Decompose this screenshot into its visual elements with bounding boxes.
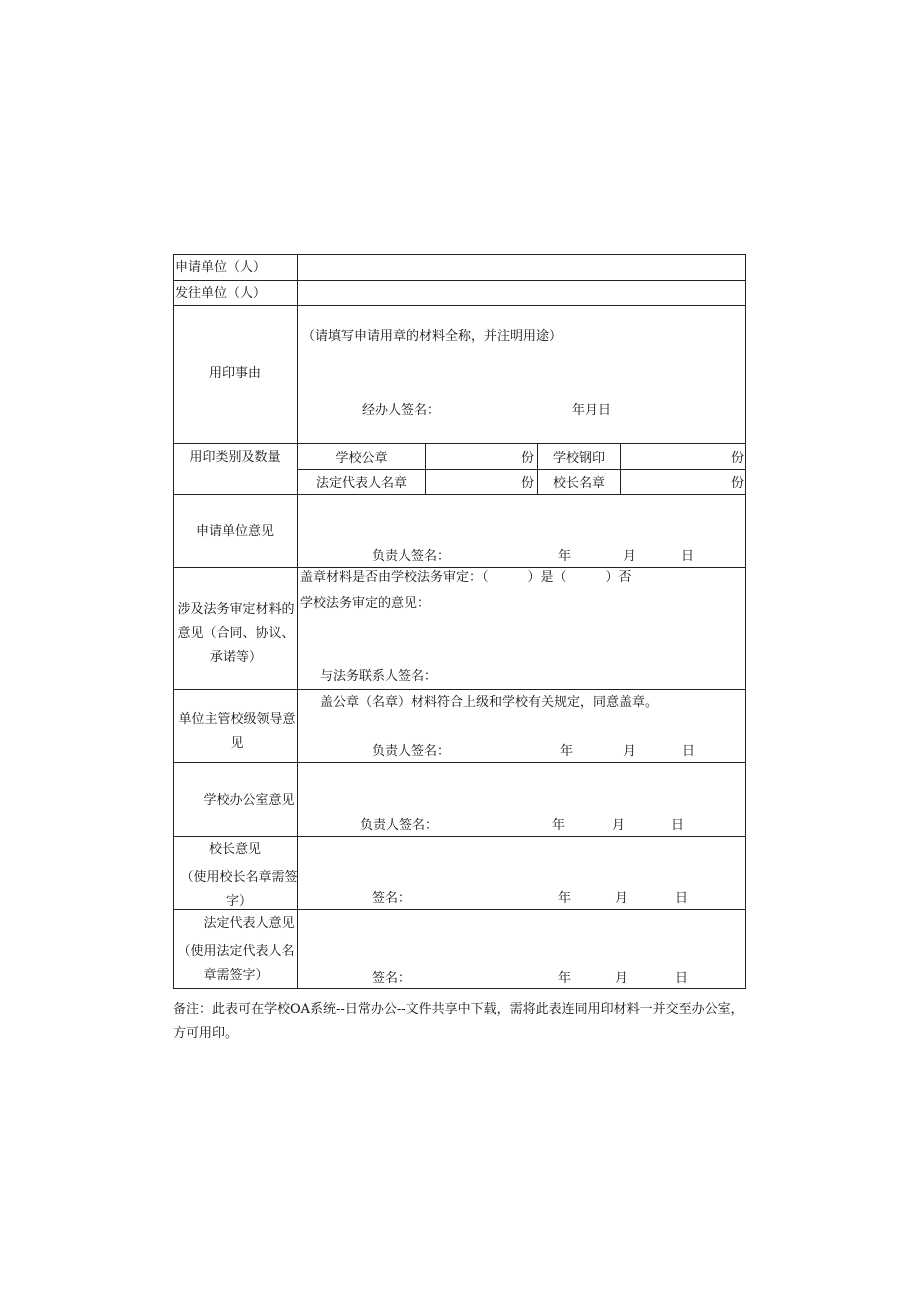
unit-opinion-day: 日 xyxy=(681,549,695,564)
reason-field[interactable] xyxy=(299,350,744,400)
office-day: 日 xyxy=(671,818,685,833)
leader-year: 年 xyxy=(560,744,574,759)
applicant-label: 申请单位（人） xyxy=(175,260,267,275)
seal-col-divider xyxy=(620,443,621,494)
legal-rep-day: 日 xyxy=(675,971,689,986)
handler-sign-label: 经办人签名： xyxy=(362,403,441,418)
president-sign-label: 签名： xyxy=(372,891,412,906)
president-opinion-note: （使用校长名章需签字） xyxy=(180,870,298,909)
office-opinion-label: 学校办公室意见 xyxy=(203,793,295,808)
president-year: 年 xyxy=(558,891,572,906)
reason-label: 用印事由 xyxy=(208,366,261,381)
president-seal-qty-unit: 份 xyxy=(731,476,745,491)
seal-type-label: 用印类别及数量 xyxy=(189,450,281,465)
row-divider xyxy=(173,280,746,281)
row-divider xyxy=(173,443,746,444)
school-seal-qty-unit: 份 xyxy=(521,451,535,466)
legal-review-opinion-label: 学校法务审定的意见： xyxy=(300,596,431,611)
reason-hint: （请填写申请用章的材料全称，并注明用途） xyxy=(302,329,563,344)
legal-rep-month: 月 xyxy=(615,971,629,986)
office-month: 月 xyxy=(612,818,626,833)
office-year: 年 xyxy=(552,818,566,833)
unit-opinion-sign-label: 负责人签名： xyxy=(372,549,451,564)
president-seal-label: 校长名章 xyxy=(552,476,605,491)
form-footnote: 备注：此表可在学校OA系统--日常办公--文件共享中下载，需将此表连同用印材料一并交至办公室，方可用印。 xyxy=(173,1002,744,1041)
president-day: 日 xyxy=(675,891,689,906)
legal-rep-opinion-note: （使用法定代表人名章需签字） xyxy=(177,944,295,983)
legal-contact-sign-label: 与法务联系人签名： xyxy=(320,669,438,684)
school-seal-label: 学校公章 xyxy=(335,451,388,466)
leader-statement: 盖公章（名章）材料符合上级和学校有关规定，同意盖章。 xyxy=(320,695,659,710)
unit-opinion-month: 月 xyxy=(623,549,637,564)
legal-rep-year: 年 xyxy=(558,971,572,986)
row-divider xyxy=(173,305,746,306)
unit-opinion-label: 申请单位意见 xyxy=(195,524,274,539)
legal-rep-opinion-label: 法定代表人意见 xyxy=(203,916,295,931)
row-divider xyxy=(173,494,746,495)
seal-col-divider xyxy=(425,443,426,494)
reason-date: 年月日 xyxy=(572,403,612,418)
legal-rep-seal-label: 法定代表人名章 xyxy=(315,476,407,491)
row-divider xyxy=(173,689,746,690)
leader-opinion-label: 单位主管校级领导意见 xyxy=(178,712,296,751)
destination-field[interactable] xyxy=(299,282,744,304)
legal-review-question: 盖章材料是否由学校法务审定：（ ）是（ ）否 xyxy=(300,570,632,585)
office-sign-label: 负责人签名： xyxy=(360,818,439,833)
legal-review-label: 涉及法务审定材料的意见（合同、协议、承诺等） xyxy=(177,602,295,665)
unit-opinion-year: 年 xyxy=(558,549,572,564)
leader-sign-label: 负责人签名： xyxy=(372,744,451,759)
row-divider xyxy=(173,567,746,568)
destination-label: 发往单位（人） xyxy=(175,286,267,301)
applicant-field[interactable] xyxy=(299,256,744,278)
president-opinion-label: 校长意见 xyxy=(208,842,261,857)
row-divider xyxy=(297,469,746,470)
row-divider xyxy=(173,762,746,763)
leader-day: 日 xyxy=(682,744,696,759)
steel-seal-label: 学校钢印 xyxy=(552,451,605,466)
steel-seal-qty-unit: 份 xyxy=(731,451,745,466)
president-month: 月 xyxy=(615,891,629,906)
legal-rep-sign-label: 签名： xyxy=(372,971,412,986)
legal-rep-seal-qty-unit: 份 xyxy=(521,476,535,491)
row-divider xyxy=(173,836,746,837)
leader-month: 月 xyxy=(623,744,637,759)
